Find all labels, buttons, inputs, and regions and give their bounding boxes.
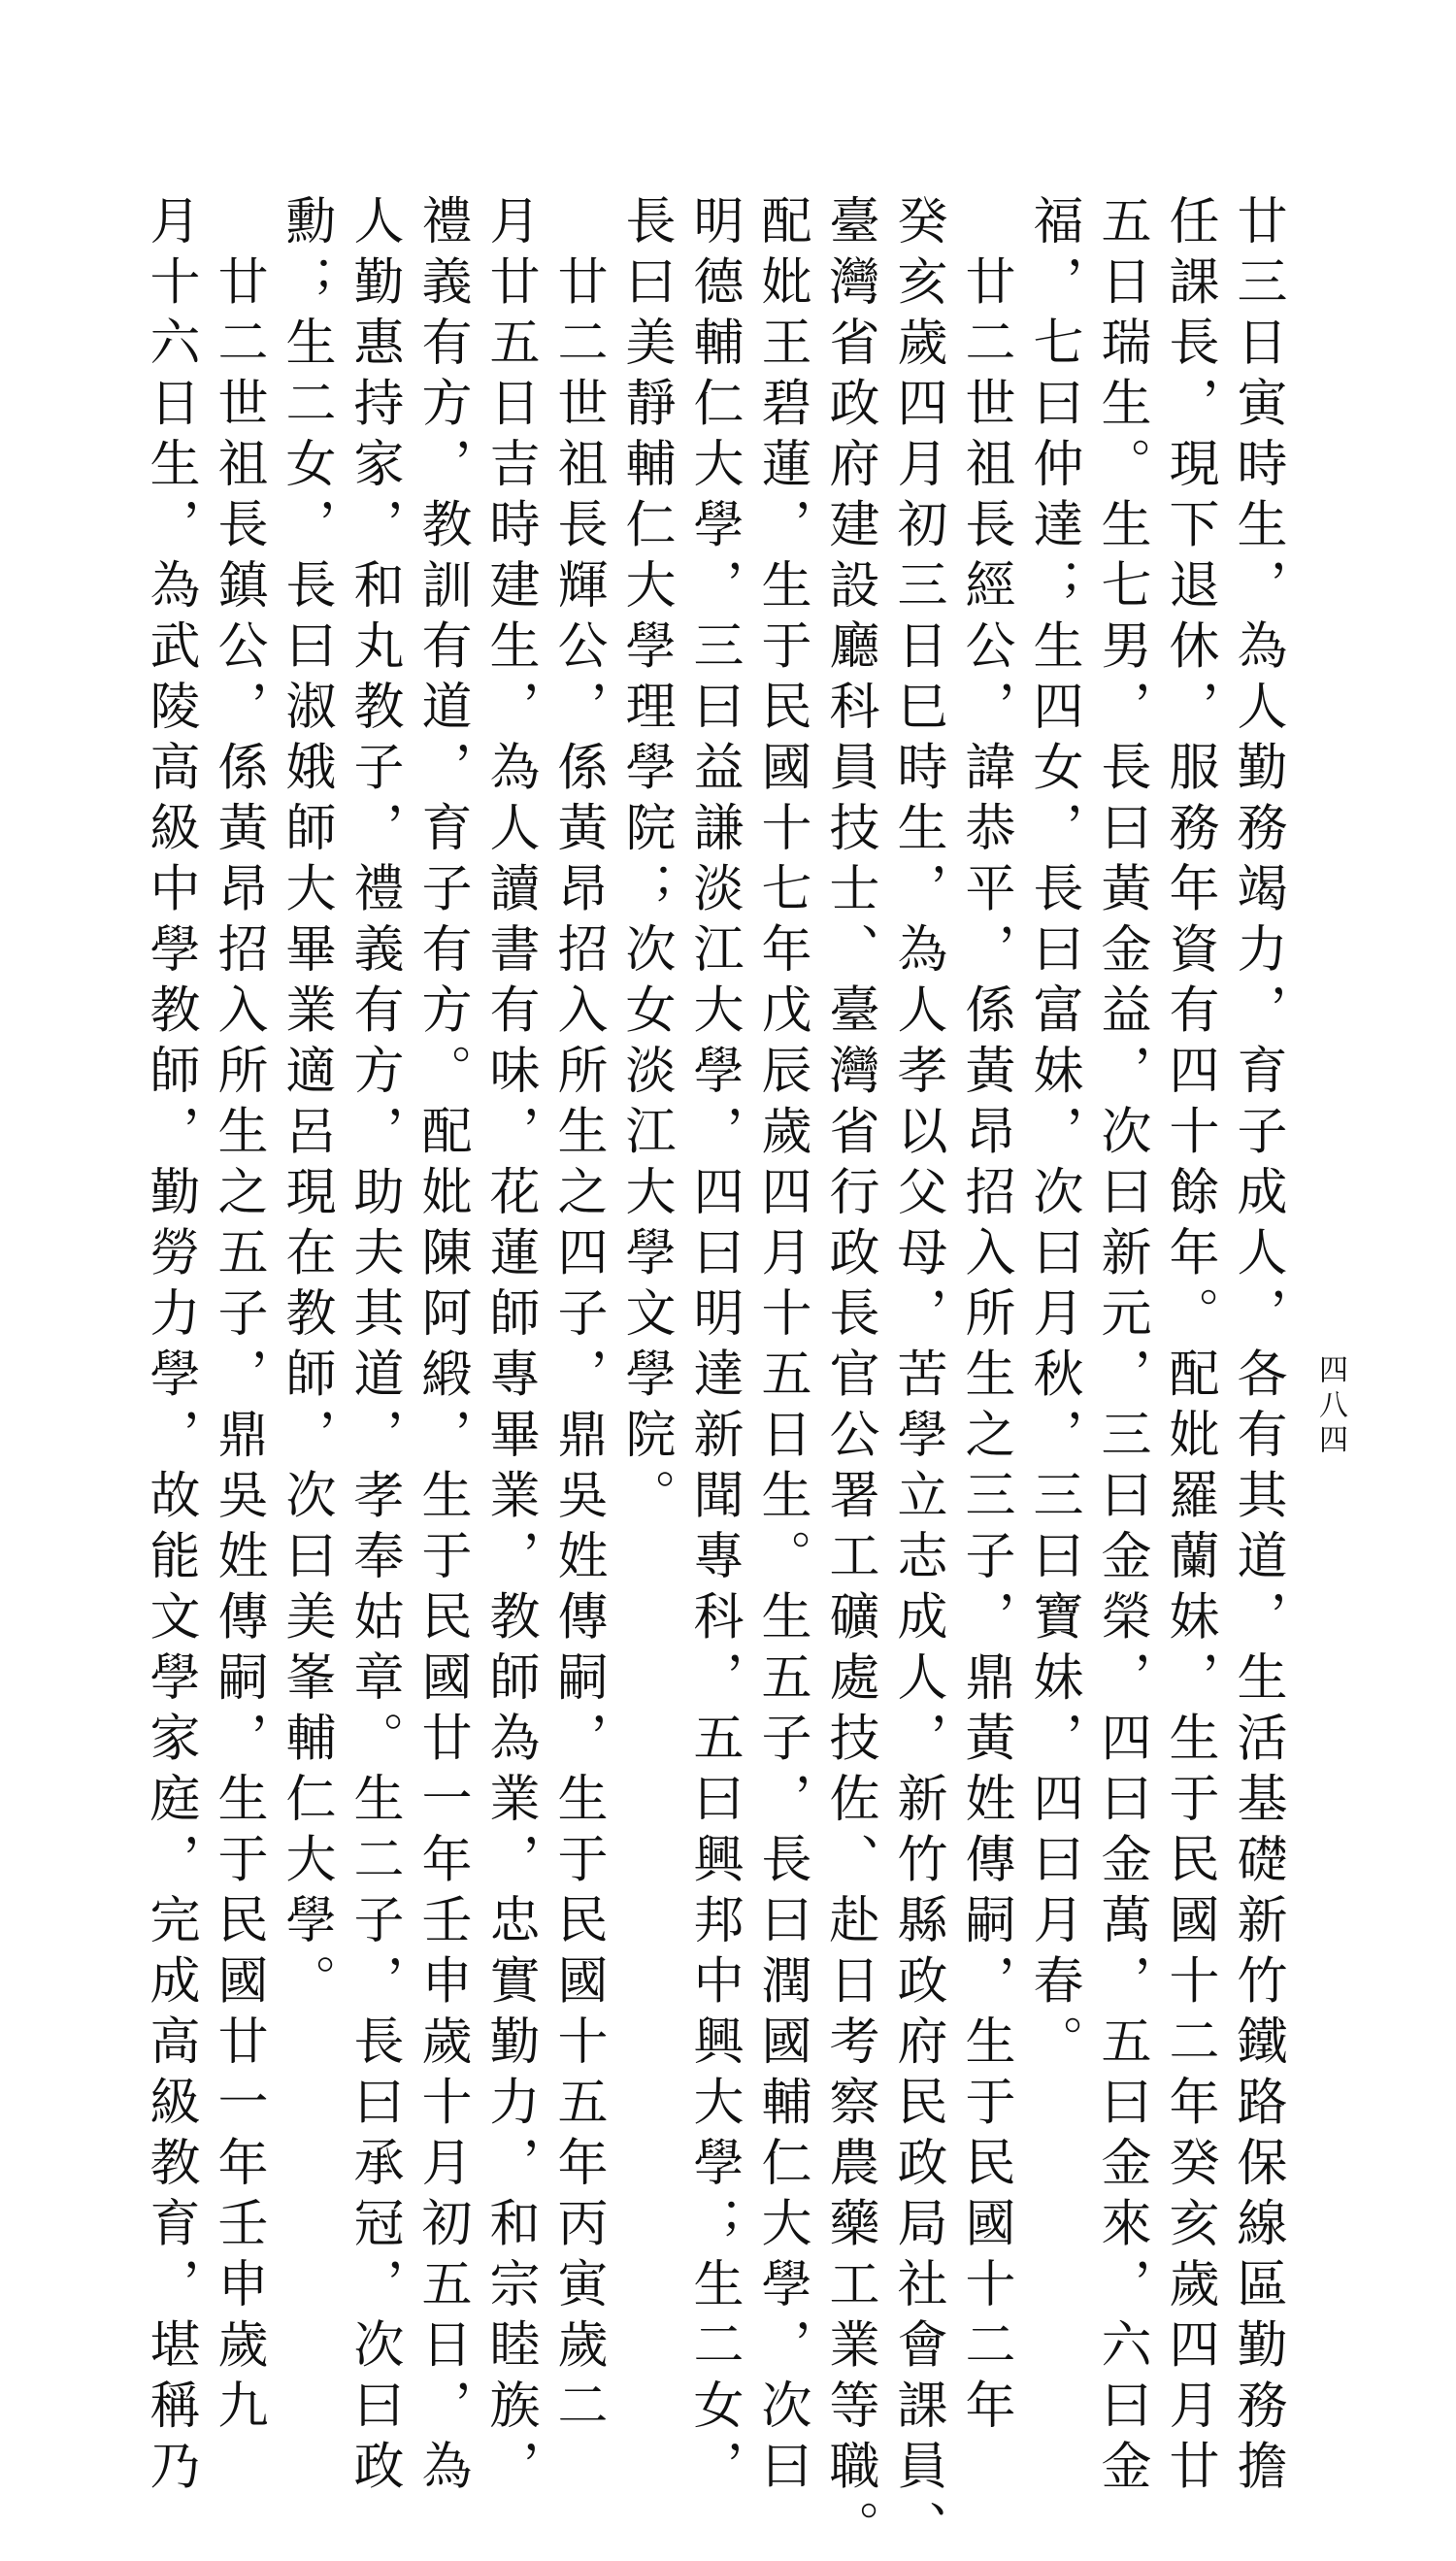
vertical-text-block	[136, 194, 1291, 2561]
text-column: 五日瑞生。生七男，長曰黃金益，次曰新元，三曰金榮，四曰金萬，五曰金來，六曰金	[1092, 194, 1150, 2500]
text-column: 月十六日生，為武陵高級中學教師，勤勞力學，故能文學家庭，完成高級教育，堪稱乃	[141, 194, 199, 2500]
text-column: 禮義有方，教訓有道，育子有方。配妣陳阿緞，生于民國廿一年壬申歲十月初五日，為	[413, 194, 471, 2500]
page-number: 四八四	[1313, 1354, 1347, 1459]
text-column: 勳；生二女，長曰淑娥師大畢業適呂現在教師，次曰美峯輔仁大學。	[277, 194, 335, 2014]
text-column: 臺灣省政府建設廳科員技士、臺灣省行政長官公署工礦處技佐、赴日考察農藥工業等職。	[820, 194, 878, 2561]
text-column: 癸亥歲四月初三日巳時生，為人孝以父母，苦學立志成人，新竹縣政府民政局社會課員、	[888, 194, 946, 2561]
text-column: 配妣王碧蓮，生于民國十七年戊辰歲四月十五日生。生五子，長曰潤國輔仁大學，次曰	[752, 194, 811, 2500]
text-column: 長曰美靜輔仁大學理學院；次女淡江大學文學院。	[616, 194, 675, 1529]
text-column: 廿二世祖長輝公，係黃昂招入所生之四子，鼎吳姓傳嗣，生于民國十五年丙寅歲二	[548, 194, 607, 2440]
text-column: 月廿五日吉時建生，為人讀書有味，花蓮師專畢業，教師為業，忠實勤力，和宗睦族，	[480, 194, 539, 2500]
text-column: 廿二世祖長經公，諱恭平，係黃昂招入所生之三子，鼎黃姓傳嗣，生于民國十二年	[956, 194, 1014, 2440]
text-column: 明德輔仁大學，三曰益謙淡江大學，四曰明達新聞專科，五曰興邦中興大學；生二女，	[684, 194, 743, 2500]
text-column: 廿三日寅時生，為人勤務竭力，育子成人，各有其道，生活基礎新竹鐵路保線區勤務擔	[1228, 194, 1286, 2500]
text-column: 廿二世祖長鎮公，係黃昂招入所生之五子，鼎吳姓傳嗣，生于民國廿一年壬申歲九	[209, 194, 267, 2440]
text-column: 任課長，現下退休，服務年資有四十餘年。配妣羅蘭妹，生于民國十二年癸亥歲四月廿	[1160, 194, 1218, 2500]
text-column: 人勤惠持家，和丸教子，禮義有方，助夫其道，孝奉姑章。生二子，長曰承冠，次曰政	[345, 194, 403, 2500]
text-column: 福，七曰仲達；生四女，長曰富妹，次曰月秋，三曰寶妹，四曰月春。	[1024, 194, 1082, 2076]
